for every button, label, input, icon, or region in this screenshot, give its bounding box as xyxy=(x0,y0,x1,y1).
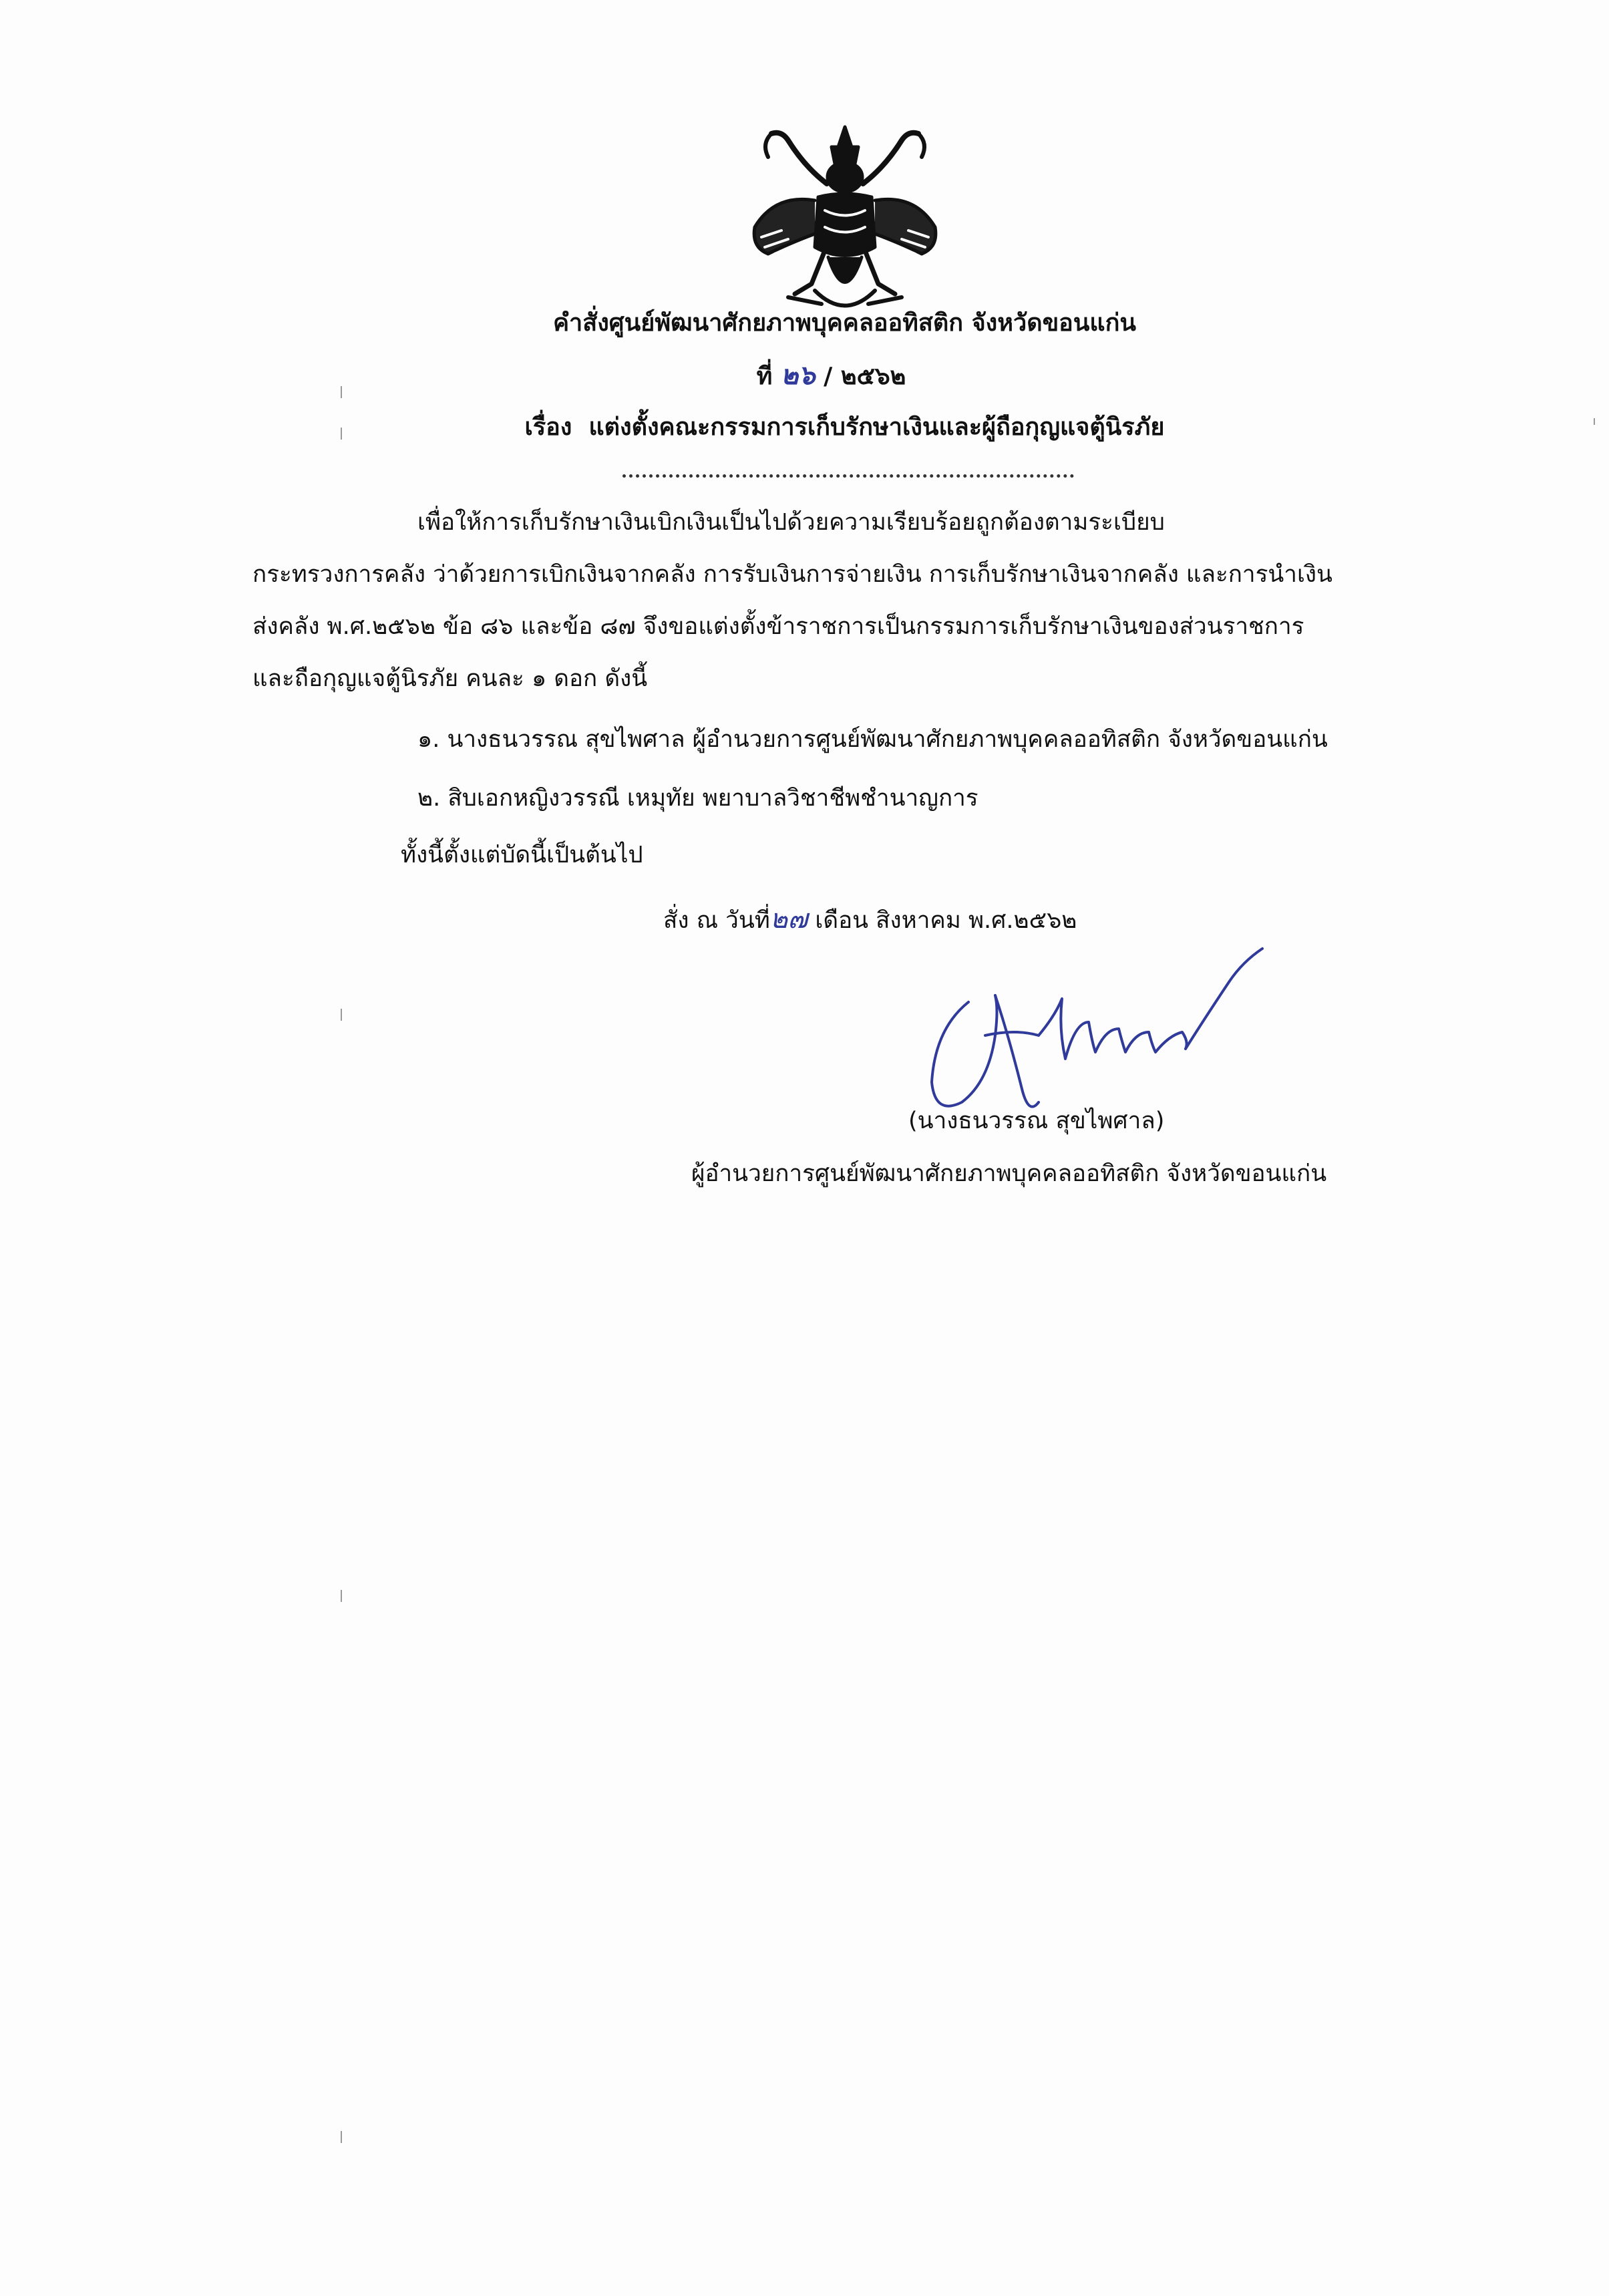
scan-mark xyxy=(341,2131,342,2143)
order-title: คำสั่งศูนย์พัฒนาศักยภาพบุคคลออทิสติก จังหวัดขอนแก่น xyxy=(552,309,1137,337)
member-item-2: ๒. สิบเอกหญิงวรรณี เหมุทัย พยาบาลวิชาชีพชำนาญการ xyxy=(417,785,978,812)
garuda-emblem-icon xyxy=(741,120,948,321)
signatory-name: (นางธนวรรณ สุขไพศาล) xyxy=(908,1108,1165,1134)
member-item-1: ๑. นางธนวรรณ สุขไพศาล ผู้อำนวยการศูนย์พัฒนาศักยภาพบุคคลออทิสติก จังหวัดขอนแก่น xyxy=(417,726,1328,753)
scan-mark xyxy=(1594,418,1595,425)
scan-mark xyxy=(341,1590,342,1602)
date-suffix: เดือน สิงหาคม พ.ศ.๒๕๖๒ xyxy=(815,907,1077,934)
header-divider xyxy=(622,474,1074,478)
order-date xyxy=(663,905,1077,935)
scan-mark xyxy=(341,386,342,398)
paragraph-line-1: เพื่อให้การเก็บรักษาเงินเบิกเงินเป็นไปด้วยความเรียบร้อยถูกต้องตามระเบียบ xyxy=(417,509,1165,536)
subject-label: เรื่อง xyxy=(524,414,572,441)
order-number-suffix: / ๒๕๖๒ xyxy=(824,363,906,390)
date-day-handwritten: ๒๗ xyxy=(769,904,808,935)
signatory-position: ผู้อำนวยการศูนย์พัฒนาศักยภาพบุคคลออทิสติก จังหวัดขอนแก่น xyxy=(691,1160,1327,1187)
paragraph-line-2: กระทรวงการคลัง ว่าด้วยการเบิกเงินจากคลัง การรับเงินการจ่ายเงิน การเก็บรักษาเงินจากคลัง และการนำเงิน xyxy=(252,561,1332,588)
scan-mark xyxy=(341,428,342,440)
date-prefix: สั่ง ณ วันที่ xyxy=(663,907,770,934)
subject-text: แต่งตั้งคณะกรรมการเก็บรักษาเงินและผู้ถือกุญแจตู้นิรภัย xyxy=(588,414,1165,441)
order-number xyxy=(27,361,1609,391)
scan-mark xyxy=(341,1009,342,1021)
order-number-prefix: ที่ xyxy=(756,363,773,390)
order-subject xyxy=(40,413,1609,442)
effective-clause: ทั้งนี้ตั้งแต่บัดนี้เป็นต้นไป xyxy=(401,842,643,868)
order-number-handwritten: ๒๖ xyxy=(780,359,816,391)
paragraph-line-4: และถือกุญแจตู้นิรภัย คนละ ๑ ดอก ดังนี้ xyxy=(252,665,648,692)
paragraph-line-3: ส่งคลัง พ.ศ.๒๕๖๒ ข้อ ๘๖ และข้อ ๘๗ จึงขอแต่งตั้งข้าราชการเป็นกรรมการเก็บรักษาเงินของส่วนราชการ xyxy=(252,613,1304,640)
